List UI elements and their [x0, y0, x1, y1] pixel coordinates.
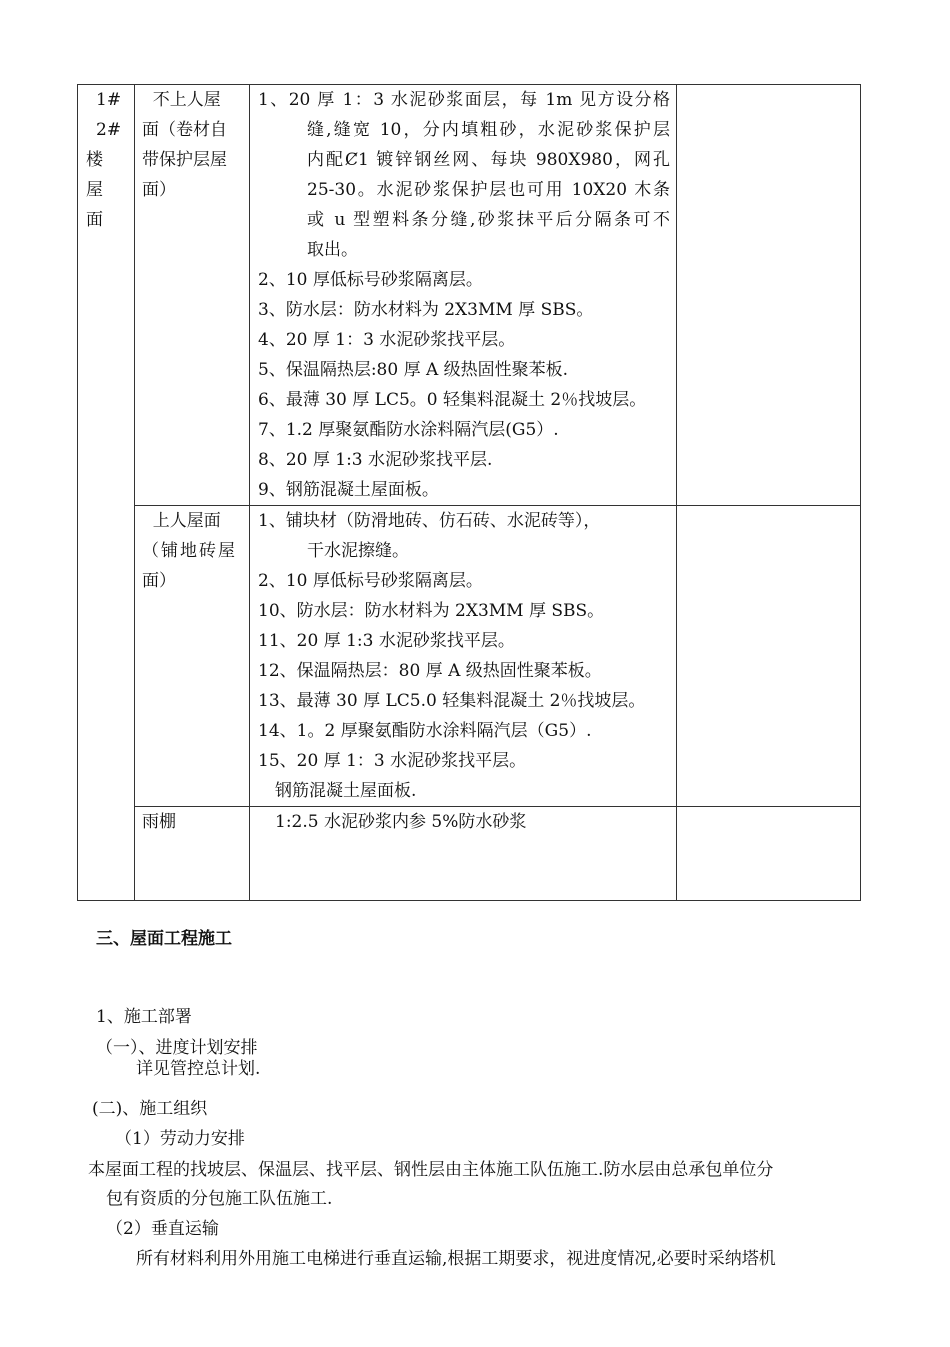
roof-type-line: 面（卷材自: [142, 120, 227, 140]
building-label-cell: [78, 85, 135, 901]
table-row: [78, 807, 861, 901]
roof-type-line: 不上人屋: [142, 90, 221, 110]
paragraph: 包有资质的分包施工队伍施工.: [106, 1189, 333, 1209]
roof-type-cell: [135, 807, 250, 901]
layer-list-cell: [250, 85, 677, 506]
layer-item: 取出。: [307, 240, 358, 260]
layer-item: 或 u 型塑料条分缝,砂浆抹平后分隔条可不: [307, 210, 670, 230]
layer-item: 4、20 厚 1：3 水泥砂浆找平层。: [258, 330, 516, 350]
roof-type-line: 雨棚: [142, 812, 176, 832]
table-row: [78, 85, 861, 506]
section-heading: 三、屋面工程施工: [96, 929, 232, 949]
layer-item: 1、铺块材（防滑地砖、仿石砖、水泥砖等），: [258, 511, 601, 531]
paragraph: 本屋面工程的找坡层、保温层、找平层、钢性层由主体施工队伍施工.防水层由总承包单位分: [88, 1160, 774, 1180]
layer-item: 6、最薄 30 厚 LC5。0 轻集料混凝土 2％找坡层。: [258, 390, 647, 410]
roof-construction-table: [77, 84, 861, 901]
roof-type-line: 带保护层屋: [142, 150, 227, 170]
layer-item: 15、20 厚 1：3 水泥砂浆找平层。: [258, 751, 527, 771]
layer-item: 钢筋混凝土屋面板.: [275, 781, 417, 801]
layer-item: 干水泥擦缝。: [307, 541, 409, 561]
roof-type-line: 面）: [142, 180, 176, 200]
remarks-cell: [677, 85, 861, 506]
roof-type-line: （铺地砖屋: [142, 541, 237, 561]
paragraph: 1、施工部署: [96, 1007, 192, 1027]
layer-list-cell: [250, 506, 677, 807]
roof-type-line: 面）: [142, 571, 176, 591]
layer-item: 缝,缝宽 10，分内填粗砂，水泥砂浆保护层: [307, 120, 670, 140]
roof-type-line: 上人屋面: [142, 511, 221, 531]
building-label-line: 面: [86, 210, 103, 230]
building-label-line: 2#: [96, 120, 122, 140]
building-label-line: 楼: [86, 150, 103, 170]
paragraph: 详见管控总计划.: [136, 1059, 261, 1079]
roof-type-cell: [135, 506, 250, 807]
layer-item: 5、保温隔热层:80 厚 A 级热固性聚苯板.: [258, 360, 569, 380]
remarks-cell: [677, 807, 861, 901]
paragraph: （2）垂直运输: [106, 1219, 219, 1239]
layer-item: 8、20 厚 1:3 水泥砂浆找平层.: [258, 450, 493, 470]
layer-item: 25-30。水泥砂浆保护层也可用 10X20 木条: [307, 180, 670, 200]
layer-item: 1:2.5 水泥砂浆内参 5%防水砂浆: [275, 812, 527, 832]
layer-item: 3、防水层：防水材料为 2X3MM 厚 SBS。: [258, 300, 594, 320]
layer-item: 2、10 厚低标号砂浆隔离层。: [258, 571, 483, 591]
table-row: [78, 506, 861, 807]
building-label-line: 1#: [96, 90, 122, 110]
layer-item: 11、20 厚 1:3 水泥砂浆找平层。: [258, 631, 515, 651]
building-label-line: 屋: [86, 180, 103, 200]
layer-item: 14、1。2 厚聚氨酯防水涂料隔汽层（G5）.: [258, 721, 592, 741]
paragraph: （一）、进度计划安排: [96, 1038, 258, 1058]
layer-item: 7、1.2 厚聚氨酯防水涂料隔汽层(G5）.: [258, 420, 559, 440]
layer-item: 13、最薄 30 厚 LC5.0 轻集料混凝土 2％找坡层。: [258, 691, 646, 711]
paragraph: 所有材料利用外用施工电梯进行垂直运输,根据工期要求，视进度情况,必要时采纳塔机: [136, 1249, 776, 1269]
remarks-cell: [677, 506, 861, 807]
layer-list-cell: [250, 807, 677, 901]
layer-item: 1、20 厚 1：3 水泥砂浆面层，每 1m 见方设分格: [258, 90, 670, 110]
layer-item: 2、10 厚低标号砂浆隔离层。: [258, 270, 483, 290]
paragraph: （1）劳动力安排: [115, 1129, 245, 1149]
layer-item: 内配Ȼ1 镀锌钢丝网、每块 980X980，网孔: [307, 150, 670, 170]
layer-item: 10、防水层：防水材料为 2X3MM 厚 SBS。: [258, 601, 605, 621]
layer-item: 9、钢筋混凝土屋面板。: [258, 480, 439, 500]
layer-item: 12、保温隔热层：80 厚 A 级热固性聚苯板。: [258, 661, 602, 681]
paragraph: (二)、施工组织: [92, 1099, 208, 1119]
roof-type-cell: [135, 85, 250, 506]
